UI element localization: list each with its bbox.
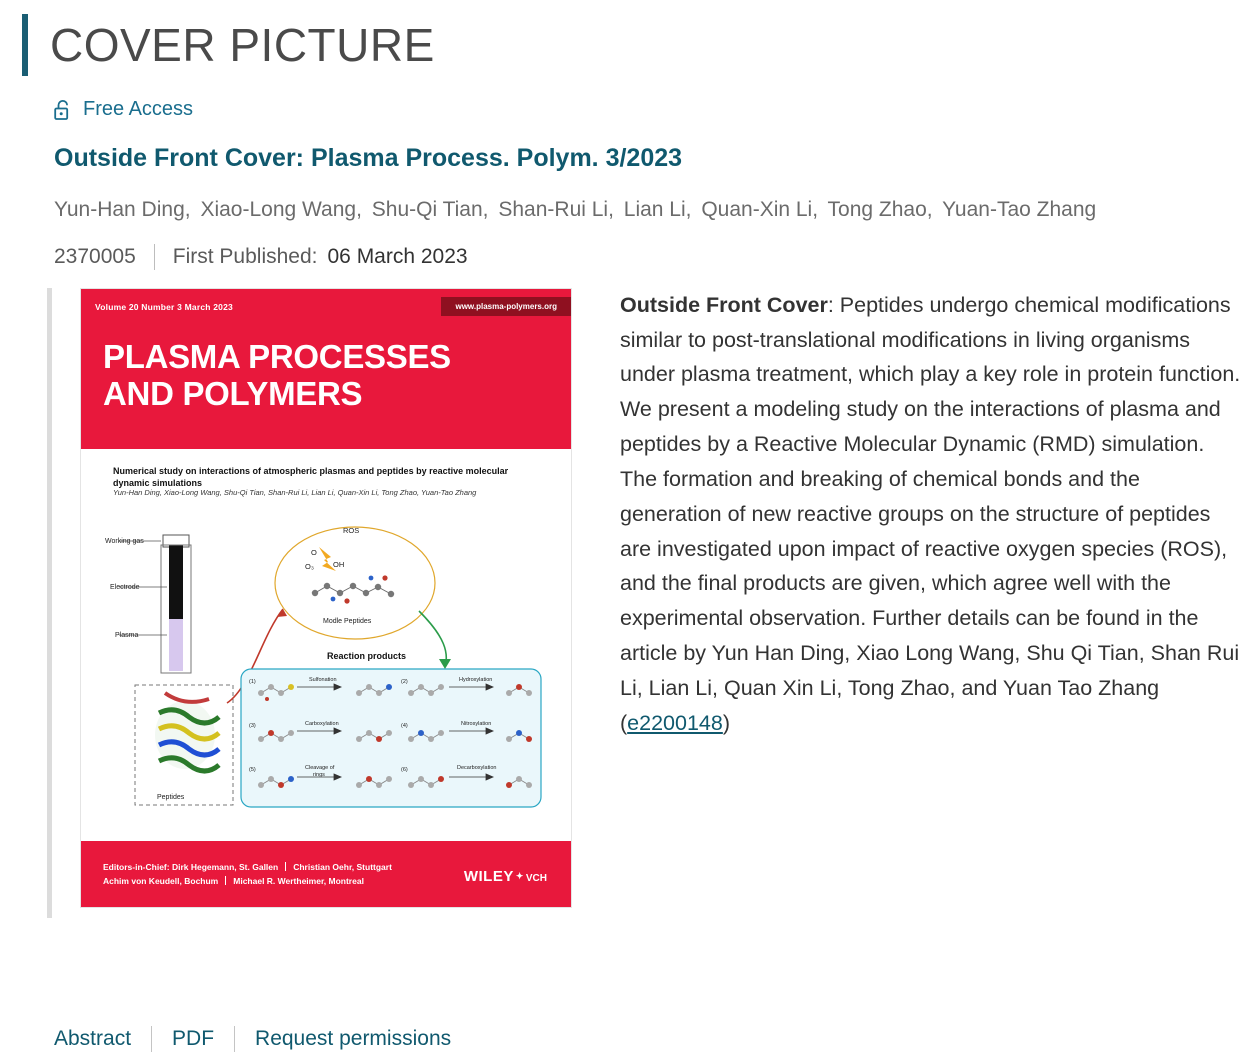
cover-editor-4: Michael R. Wertheimer, Montreal	[233, 876, 364, 887]
pdf-link[interactable]: PDF	[172, 1027, 215, 1050]
svg-text:(3): (3)	[249, 722, 256, 729]
cover-figure-title: Numerical study on interactions of atmospheric plasmas and peptides by reactive molecular dynamic simulations	[113, 465, 509, 488]
svg-text:Reaction products: Reaction products	[327, 650, 407, 661]
cover-journal-title-line2: AND POLYMERS	[103, 374, 363, 412]
cover-issue-line: Volume 20 Number 3 March 2023	[95, 301, 233, 312]
article-body	[0, 288, 1252, 918]
cover-figure-authors: Yun-Han Ding, Xiao-Long Wang, Shu-Qi Tian, Shan-Rui Li, Lian Li, Quan-Xin Li, Tong Zhao, Yuan-Tao Zhang	[113, 487, 477, 497]
svg-text:Carboxylation: Carboxylation	[305, 720, 339, 727]
description-text-end: )	[722, 710, 731, 735]
author[interactable]: Shu-Qi Tian,	[371, 198, 489, 222]
svg-text:O₃: O₃	[305, 561, 314, 571]
footer-divider	[151, 1026, 152, 1052]
svg-text:Hydroxylation: Hydroxylation	[459, 676, 493, 683]
abstract-link[interactable]: Abstract	[54, 1027, 132, 1050]
description-text: : Peptides undergo chemical modifications similar to post-translational modifications in living organisms under plasma treatment, which play a key role in protein function. We present a modeling study on the interactions of plasma and peptides by a Reactive Molecular Dynamic (RMD) simulation. The formation and breaking of chemical bonds and the generation of new reactive groups on the structure of peptides are investigated upon impact of reactive oxygen species (ROS), and the final products are given, which agree well with the experimental observation. Further details can be found in the article by Yun Han Ding, Xiao Long Wang, Shu Qi Tian, Shan Rui Li, Lian Li, Quan Xin Li, Tong Zhao, and Yuan Tao Zhang (	[620, 292, 1241, 735]
open-lock-icon	[54, 99, 73, 121]
author[interactable]: Shan-Rui Li,	[498, 198, 614, 222]
cover-description	[572, 288, 1246, 918]
svg-text:ROS: ROS	[343, 525, 360, 535]
svg-text:Decarboxylation: Decarboxylation	[457, 764, 497, 771]
author[interactable]: Yuan-Tao Zhang	[942, 198, 1097, 222]
svg-text:O: O	[311, 547, 317, 557]
svg-text:(5): (5)	[249, 766, 256, 773]
svg-text:Nitrosylation: Nitrosylation	[461, 720, 492, 727]
article-title-link[interactable]: Outside Front Cover: Plasma Process. Polym. 3/2023	[54, 144, 683, 172]
cover-figure-graphic	[101, 507, 553, 837]
author[interactable]: Quan-Xin Li,	[701, 198, 819, 222]
section-accent-bar	[22, 14, 28, 76]
svg-text:(4): (4)	[401, 722, 408, 729]
author[interactable]: Lian Li,	[623, 198, 692, 222]
article-actions	[54, 1026, 451, 1052]
svg-text:(1): (1)	[249, 678, 256, 685]
publisher-logo: WILEY ✦ VCH	[463, 867, 547, 885]
publisher-name: WILEY	[463, 867, 514, 885]
cover-topbar	[81, 297, 571, 317]
cover-editor-2: Christian Oehr, Stuttgart	[293, 861, 392, 872]
page-title: COVER PICTURE	[50, 19, 435, 71]
svg-text:Cleavage of: Cleavage of	[305, 764, 335, 771]
author-list	[0, 194, 1252, 226]
cover-journal-title	[103, 339, 451, 413]
article-doi-link[interactable]: e2200148	[627, 710, 723, 735]
article-number: 2370005	[54, 244, 136, 268]
description-lead: Outside Front Cover	[620, 292, 828, 317]
access-status	[0, 98, 1252, 121]
request-permissions-link[interactable]: Request permissions	[255, 1027, 452, 1050]
svg-text:Peptides: Peptides	[157, 793, 185, 801]
svg-text:Electrode: Electrode	[110, 583, 140, 591]
svg-text:rings: rings	[313, 771, 325, 778]
svg-text:(6): (6)	[401, 766, 408, 773]
publisher-imprint: VCH	[525, 872, 547, 884]
svg-text:Modle Peptides: Modle Peptides	[323, 617, 372, 625]
author[interactable]: Tong Zhao,	[827, 198, 933, 222]
svg-text:OH: OH	[333, 559, 345, 569]
journal-cover-image[interactable]	[80, 288, 572, 908]
meta-divider	[154, 244, 155, 270]
cover-editors	[103, 860, 392, 889]
footer-divider	[234, 1026, 235, 1052]
author[interactable]: Xiao-Long Wang,	[200, 198, 362, 222]
section-header	[0, 0, 1252, 76]
cover-website: www.plasma-polymers.org	[441, 297, 571, 316]
svg-text:Plasma: Plasma	[115, 631, 139, 639]
svg-text:Working gas: Working gas	[105, 537, 144, 545]
first-published-date: 06 March 2023	[327, 244, 468, 268]
first-published-label: First Published:	[172, 244, 318, 268]
svg-text:(2): (2)	[401, 678, 408, 685]
cover-journal-title-line1: PLASMA PROCESSES	[103, 337, 451, 375]
cover-image-container[interactable]	[47, 288, 572, 918]
article-meta	[0, 244, 1252, 270]
svg-text:Sulfonation: Sulfonation	[309, 676, 337, 683]
access-label: Free Access	[83, 98, 194, 120]
author[interactable]: Yun-Han Ding,	[54, 198, 191, 222]
cover-editor-1: Editors-in-Chief: Dirk Hegemann, St. Gallen	[103, 861, 279, 872]
cover-editor-3: Achim von Keudell, Bochum	[103, 876, 219, 887]
